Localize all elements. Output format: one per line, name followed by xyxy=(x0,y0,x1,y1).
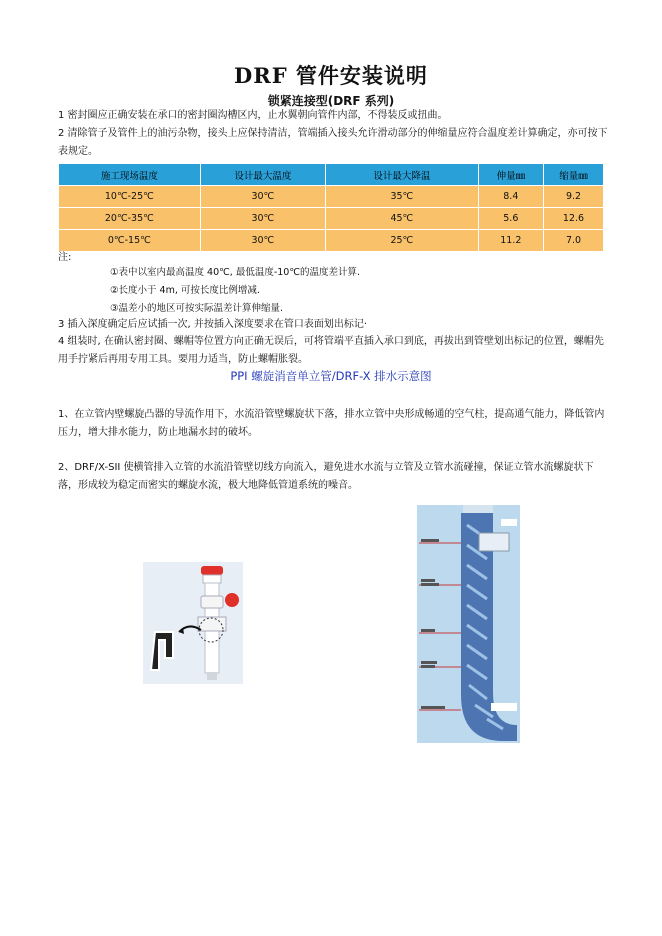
notes-label: 注: xyxy=(58,252,72,263)
note-1: ①表中以室内最高温度 40℃, 最低温度-10℃的温度差计算. xyxy=(110,267,361,278)
step-1: 1 密封圈应正确安装在承口的密封圈沟槽区内，止水翼朝向管件内部，不得装反或扭曲。 xyxy=(58,110,448,121)
note-3: ③温差小的地区可按实际温差计算伸缩量. xyxy=(110,303,284,314)
table-row xyxy=(59,186,604,208)
col-site-temp: 施工现场温度 xyxy=(59,164,201,186)
step-4: 4 组装时, 在确认密封圈、螺帽等位置方向正确无误后，可将管端平直插入承口到底，再拔出到管壁划出标记的位置，螺帽先用手拧紧后再用专用工具。要用力适当，防止螺帽胀裂。 xyxy=(58,336,604,365)
fitting-illustration xyxy=(143,562,243,684)
table-cell: 10℃-25℃ xyxy=(59,186,201,208)
table-cell: 30℃ xyxy=(200,230,325,252)
table-cell: 30℃ xyxy=(200,208,325,230)
ppi-paragraph-1: 1、在立管内壁螺旋凸器的导流作用下，水流沿管壁螺旋状下落，排水立管中央形成畅通的空气柱，提高通气能力，降低管内压力，增大排水能力，防止地漏水封的破坏。 xyxy=(58,409,605,438)
expansion-table xyxy=(58,163,604,252)
page-subtitle: 锁紧连接型(DRF 系列) xyxy=(267,94,395,108)
ppi-section-title: PPI 螺旋消音单立管/DRF-X 排水示意图 xyxy=(230,369,432,383)
table-row xyxy=(59,230,604,252)
table-cell: 9.2 xyxy=(544,186,604,208)
col-expand: 伸量㎜ xyxy=(478,164,543,186)
step-3: 3 插入深度确定后应试插一次, 并按插入深度要求在管口表面划出标记· xyxy=(58,319,368,330)
col-shrink: 缩量㎜ xyxy=(544,164,604,186)
note-2: ②长度小于 4m, 可按长度比例增减. xyxy=(110,285,260,296)
table-cell: 5.6 xyxy=(478,208,543,230)
table-header-row xyxy=(59,164,604,186)
col-max-temp: 设计最大温度 xyxy=(200,164,325,186)
table-cell: 11.2 xyxy=(478,230,543,252)
table-cell: 8.4 xyxy=(478,186,543,208)
table-cell: 35℃ xyxy=(326,186,479,208)
table-cell: 7.0 xyxy=(544,230,604,252)
step-2: 2 清除管子及管件上的油污杂物，接头上应保持清洁，管端插入接头允许滑动部分的伸缩量应符合温度差计算确定，亦可按下表规定。 xyxy=(58,128,608,157)
table-cell: 12.6 xyxy=(544,208,604,230)
table-cell: 0℃-15℃ xyxy=(59,230,201,252)
spiral-stack-illustration xyxy=(417,505,520,743)
table-cell: 20℃-35℃ xyxy=(59,208,201,230)
table-cell: 45℃ xyxy=(326,208,479,230)
table-row xyxy=(59,208,604,230)
ppi-paragraph-2: 2、DRF/X-SII 使横管排入立管的水流沿管壁切线方向流入，避免进水水流与立管及立管水流碰撞，保证立管水流螺旋状下落，形成较为稳定而密实的螺旋水流，极大地降低管道系统的噪音。 xyxy=(58,462,594,491)
table-cell: 30℃ xyxy=(200,186,325,208)
table-cell: 25℃ xyxy=(326,230,479,252)
col-max-drop: 设计最大降温 xyxy=(326,164,479,186)
page-title: DRF 管件安装说明 xyxy=(234,63,428,88)
